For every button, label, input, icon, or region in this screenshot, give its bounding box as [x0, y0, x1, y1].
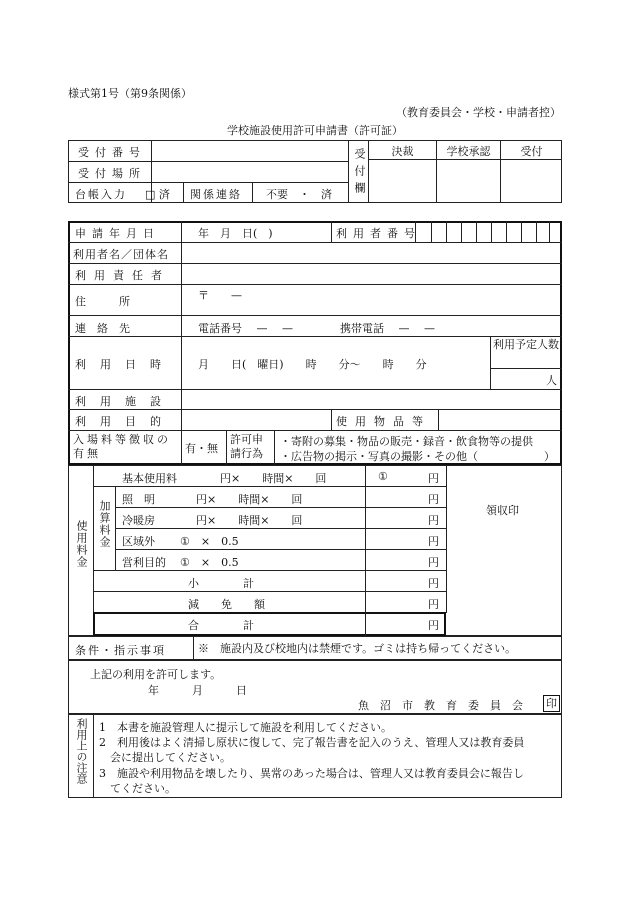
reception-place-label: 受付場所: [78, 167, 146, 180]
permission-text: 上記の利用を許可します。: [90, 668, 222, 681]
basic-fee-mark: ①: [378, 470, 388, 483]
commercial-unit: 円: [428, 556, 439, 569]
goods-label: 使用物品等: [336, 415, 431, 428]
form-number: 様式第1号（第9条関係）: [68, 87, 192, 100]
related-contact-label: 関係連絡: [190, 188, 242, 201]
aircon-calc[interactable]: 円× 時間× 回: [196, 514, 303, 527]
reception-number-label: 受付番号: [78, 146, 146, 159]
contact-label: 連 絡 先: [75, 322, 130, 335]
admission-fee-label: 入場料等徴収の有無: [73, 433, 171, 460]
reduction-unit: 円: [428, 598, 439, 611]
basic-fee-label: 基本使用料: [122, 472, 177, 485]
permit-act-label: 許可申請行為: [230, 433, 263, 460]
manager-label: 利用責任者: [75, 269, 170, 282]
subtotal-label: 小 計: [188, 577, 254, 590]
issuer-name: 魚 沼 市 教 育 委 員 会: [358, 699, 523, 712]
aircon-unit: 円: [428, 514, 439, 527]
approval-decision: 決裁: [391, 145, 414, 158]
postal-code-field[interactable]: 〒 —: [198, 289, 242, 302]
lighting-label: 照 明: [122, 493, 155, 506]
phone-field[interactable]: 電話番号 — —: [198, 322, 293, 335]
user-number-label: 利用者番号: [336, 227, 421, 240]
total-label: 合 計: [188, 619, 254, 632]
total-unit: 円: [428, 619, 439, 632]
reception-side-label: 受付欄: [353, 148, 366, 199]
commercial-label: 営利目的: [122, 556, 166, 569]
fees-side-label: 使用料金: [75, 520, 88, 568]
facility-label: 利用施設: [75, 395, 175, 408]
permit-act-line1[interactable]: ・寄附の募集・物品の販売・録音・飲食物等の提供: [280, 435, 533, 448]
outside-area-unit: 円: [428, 535, 439, 548]
note-item-2-cont: 会に提出してください。: [99, 751, 231, 764]
note-item-3: 3 施設や利用物品を壊したり、異常のあった場合は、管理人又は教育委員会に報告し: [99, 767, 524, 780]
outside-area-label: 区域外: [122, 535, 155, 548]
extra-fee-label: 加算料金: [98, 500, 111, 548]
aircon-label: 冷暖房: [122, 514, 155, 527]
related-contact-value[interactable]: 不要 ・ 済: [266, 188, 332, 201]
user-name-label: 利用者名／団体名: [73, 248, 169, 261]
purpose-label: 利用目的: [75, 415, 175, 428]
commercial-calc[interactable]: ① × 0.5: [180, 556, 239, 569]
permission-date[interactable]: 年 月 日: [148, 684, 247, 697]
lighting-unit: 円: [428, 493, 439, 506]
official-seal: 印: [543, 695, 560, 712]
form-title: 学校施設使用許可申請書（許可証）: [227, 124, 403, 137]
outside-area-calc[interactable]: ① × 0.5: [180, 535, 239, 548]
receipt-seal-label: 領収印: [486, 504, 519, 517]
conditions-text: ※ 施設内及び校地内は禁煙です。ゴミは持ち帰ってください。: [198, 642, 517, 655]
mobile-field[interactable]: 携帯電話 — —: [340, 322, 435, 335]
basic-fee-unit: 円: [428, 472, 439, 485]
subtotal-unit: 円: [428, 577, 439, 590]
planned-people-unit: 人: [546, 374, 557, 387]
usage-datetime-label: 利用日時: [75, 358, 175, 371]
planned-people-label: 利用予定人数: [493, 338, 559, 351]
reduction-label: 減 免 額: [188, 598, 265, 611]
address-label: 住 所: [75, 295, 130, 308]
basic-fee-calc[interactable]: 円× 時間× 回: [220, 472, 327, 485]
approval-reception: 受付: [520, 145, 543, 158]
admission-fee-choice[interactable]: 有・無: [185, 442, 218, 455]
conditions-label: 条件・指示事項: [75, 644, 166, 657]
application-date-label: 申請年月日: [75, 227, 160, 240]
notes-side-label: 利用上の注意: [75, 718, 88, 784]
approval-school: 学校承認: [446, 145, 491, 158]
note-item-1: 1 本書を施設管理人に提示して施設を利用してください。: [99, 721, 392, 734]
note-item-2: 2 利用後はよく清掃し原状に復して、完了報告書を記入のうえ、管理人又は教育委員: [99, 736, 525, 749]
ledger-checkbox[interactable]: □ 済: [145, 188, 170, 201]
ledger-input-label: 台帳入力: [75, 188, 127, 201]
lighting-calc[interactable]: 円× 時間× 回: [196, 493, 303, 506]
usage-datetime-field[interactable]: 月 日( 曜日) 時 分～ 時 分: [198, 358, 427, 371]
application-date-field[interactable]: 年 月 日( ): [198, 227, 273, 240]
copy-note: （教育委員会・学校・申請者控）: [396, 106, 561, 119]
note-item-3-cont: てください。: [99, 782, 176, 795]
permit-act-line2[interactable]: ・広告物の掲示・写真の撮影・その他（ ）: [280, 450, 555, 463]
